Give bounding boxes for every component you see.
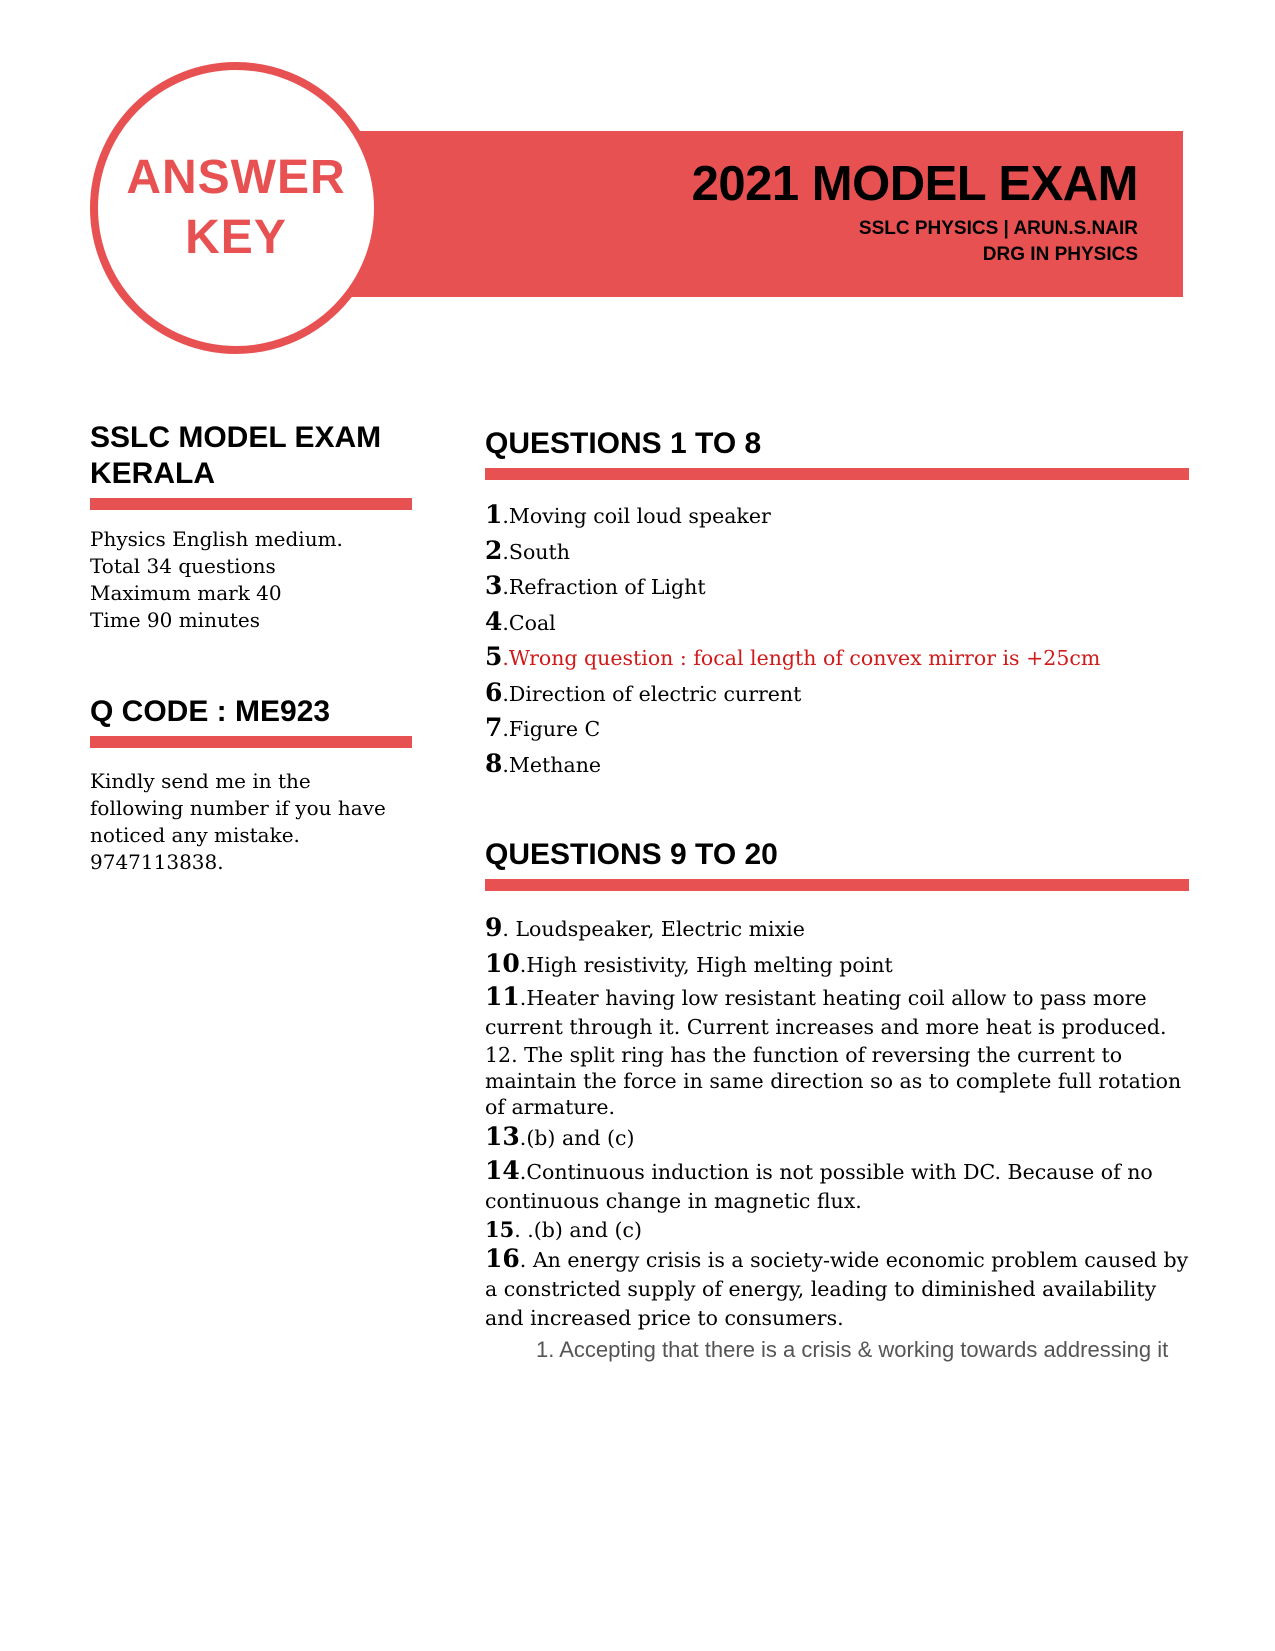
heading-rule (90, 498, 412, 510)
heading-rule (485, 468, 1189, 480)
answer-text: . An energy crisis is a society-wide economic problem caused by a constricted supply of energy, leading to diminished availability and increased price to consumers. (485, 1247, 1189, 1330)
answer-item (485, 911, 1189, 947)
answer-number: 11 (485, 982, 520, 1011)
answers-9-20 (485, 911, 1189, 1363)
answer-item (485, 534, 1189, 570)
answer-item (485, 1120, 1189, 1156)
answer-key-badge (90, 62, 382, 354)
answer-number: 13 (485, 1122, 520, 1151)
badge-line: KEY (185, 211, 287, 264)
answer-text: .(b) and (c) (519, 1126, 635, 1150)
answer-sub-item: 1. Accepting that there is a crisis & working towards addressing it (536, 1336, 1169, 1362)
exam-info-line: Physics English medium. (90, 527, 343, 551)
answer-item (485, 747, 1189, 783)
exam-heading-line: KERALA (90, 457, 215, 490)
answer-text: .Methane (502, 752, 602, 777)
answer-item (485, 640, 1189, 676)
answer-text: .South (502, 539, 570, 564)
answer-item (485, 1244, 1189, 1333)
exam-info-line: Time 90 minutes (90, 608, 260, 632)
answer-item (485, 947, 1189, 983)
answer-number: 2 (485, 535, 503, 565)
heading-rule (485, 879, 1189, 891)
answer-text: .Direction of electric current (502, 681, 802, 706)
answer-number: 8 (485, 748, 503, 778)
badge-text (126, 148, 345, 268)
section-heading-1-8: QUESTIONS 1 TO 8 (485, 427, 762, 460)
answer-text: .Figure C (502, 717, 601, 741)
answer-number: 6 (485, 677, 503, 707)
answer-item (485, 498, 1189, 534)
answer-number: 10 (485, 948, 520, 978)
answer-item (485, 1156, 1189, 1216)
contact-note (90, 768, 412, 876)
answers-1-8 (485, 498, 1189, 782)
answer-number: 14 (485, 1155, 520, 1185)
exam-info (90, 526, 412, 634)
answer-item (485, 1042, 1189, 1120)
answer-number: 15 (485, 1216, 515, 1242)
exam-subtitle (859, 216, 1138, 268)
answer-item (485, 569, 1189, 605)
note-line: Kindly send me in the (90, 769, 311, 793)
exam-title: 2021 MODEL EXAM (691, 157, 1138, 211)
answer-number: 9 (485, 913, 503, 942)
exam-info-line: Maximum mark 40 (90, 581, 282, 605)
subtitle-line: DRG IN PHYSICS (982, 244, 1138, 265)
answer-item (485, 605, 1189, 641)
section-heading-9-20: QUESTIONS 9 TO 20 (485, 838, 778, 871)
exam-info-line: Total 34 questions (90, 554, 276, 578)
answer-text: .Coal (502, 610, 556, 635)
exam-heading (90, 420, 412, 492)
answer-text: .Heater having low resistant heating coil allow to pass more current through it. Current increases and more heat is produced. (485, 986, 1167, 1039)
note-line: 9747113838. (90, 850, 224, 874)
heading-rule (90, 736, 412, 748)
badge-line: ANSWER (126, 151, 346, 204)
answer-number: 16 (485, 1243, 520, 1273)
answer-number: 3 (485, 571, 503, 600)
answer-text: .Moving coil loud speaker (502, 504, 771, 528)
main-content (485, 426, 1189, 1363)
answer-text: .High resistivity, High melting point (519, 952, 893, 977)
answer-number: 1 (485, 500, 503, 529)
answer-text: .Continuous induction is not possible with DC. Because of no continuous change in magnetic flux. (485, 1159, 1153, 1213)
answer-text: .Refraction of Light (502, 575, 706, 599)
subtitle-line: SSLC PHYSICS | ARUN.S.NAIR (858, 218, 1138, 239)
exam-heading-line: SSLC MODEL EXAM (90, 421, 382, 454)
answer-text: 12. The split ring has the function of reversing the current to maintain the force in same direction so as to complete full rotation of armature. (485, 1043, 1182, 1119)
answer-text: . Loudspeaker, Electric mixie (502, 917, 805, 941)
answer-text-error: .Wrong question : focal length of convex mirror is +25cm (502, 646, 1101, 670)
note-line: noticed any mistake. (90, 823, 300, 847)
answer-number: 4 (485, 606, 503, 636)
answer-item (485, 676, 1189, 712)
header-banner (350, 131, 1183, 297)
sidebar (90, 420, 412, 876)
answer-text: . .(b) and (c) (514, 1217, 642, 1242)
answer-number: 5 (485, 642, 503, 671)
note-line: following number if you have (90, 796, 386, 820)
answer-item (485, 711, 1189, 747)
answer-number: 7 (485, 713, 503, 742)
answer-item (485, 1216, 1189, 1244)
qcode-heading: Q CODE : ME923 (90, 695, 331, 728)
answer-item (485, 982, 1189, 1042)
